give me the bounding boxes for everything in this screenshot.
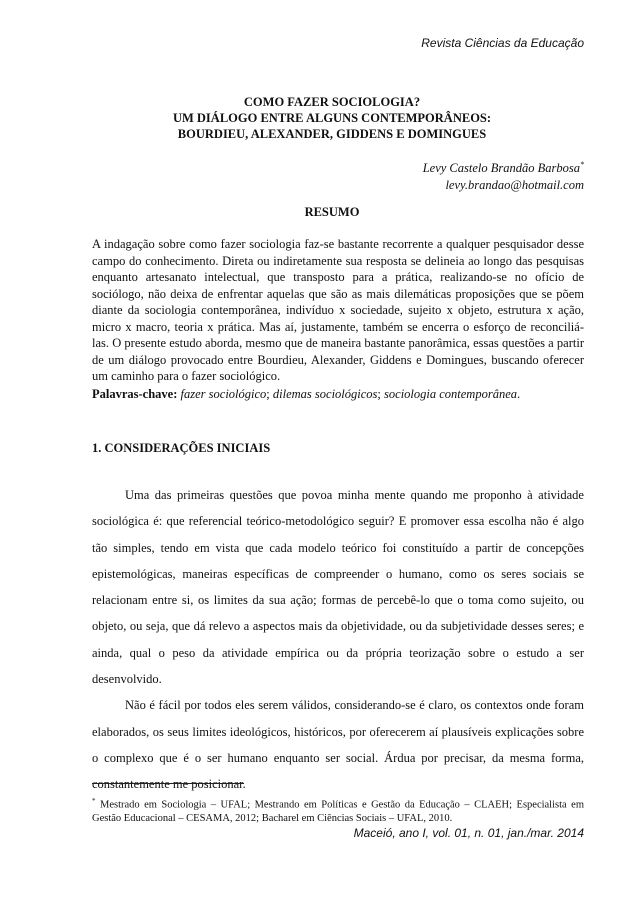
article-title bbox=[92, 94, 572, 142]
keyword-2: dilemas sociológicos bbox=[272, 387, 378, 401]
body-paragraph-1: Uma das primeiras questões que povoa minha mente quando me proponho à atividade sociológica é: que referencial teórico-metodológico seguir? E promover essa escolha não é algo tão simples, tendo em vista que cada modelo teórico foi constituído a partir de concepções epistemológicas, maneiras específicas de compreender o humano, como os seres sociais se relacionam entre si, os limites da sua ação; formas de percebê-lo que o toma como sujeito, ou objeto, ou seja, que dá relevo a aspectos mais da objetividade, ou da subjetividade desses seres; e ainda, qual o peso da atividade empírica ou da própria teorização sobre o estudo a ser desenvolvido. bbox=[92, 488, 584, 687]
title-line-1: COMO FAZER SOCIOLOGIA? bbox=[243, 95, 421, 109]
abstract-heading: RESUMO bbox=[304, 205, 360, 219]
keyword-1: fazer sociológico bbox=[180, 387, 267, 401]
title-line-3: BOURDIEU, ALEXANDER, GIDDENS E DOMINGUES bbox=[177, 127, 487, 141]
section-heading: 1. CONSIDERAÇÕES INICIAIS bbox=[92, 441, 271, 455]
footnote-divider bbox=[92, 783, 244, 784]
author-name: Levy Castelo Brandão Barbosa bbox=[422, 161, 580, 176]
keyword-3: sociologia contemporânea bbox=[384, 387, 517, 401]
footnote bbox=[92, 795, 584, 826]
footnote-text: Mestrado em Sociologia – UFAL; Mestrando em Políticas e Gestão da Educação – CLAEH; Especialista em Gestão Educacional – CESAMA, 2012; Bacharel em Ciências Sociais – UFAL, 2010. bbox=[92, 799, 584, 824]
title-line-2: UM DIÁLOGO ENTRE ALGUNS CONTEMPORÂNEOS: bbox=[172, 111, 492, 125]
author-email: levy.brandao@hotmail.com bbox=[445, 178, 584, 193]
author-name-line bbox=[423, 156, 584, 177]
keyword-separator-1: ; bbox=[266, 387, 270, 401]
keyword-separator-2: ; bbox=[377, 387, 381, 401]
abstract-text: A indagação sobre como fazer sociologia faz-se bastante recorrente a qualquer pesquisador desse campo do conhecimento. Direta ou indiretamente sua resposta se delineia ao longo das pesquisas enquanto artesanato intelectual, que transposto para a prática, realizando-se no ofício de sociólogo, não deixa de enfrentar aquelas que são as mais dilemáticas proposições que se põem diante da sociologia contemporânea, indivíduo x sociedade, sujeito x objeto, estrutura x ação, micro x macro, teoria x prática. Mas aí, justamente, também se encerra o esforço de reconciliá-las. O presente estudo aborda, mesmo que de maneira bastante panorâmica, essas questões a partir de um diálogo provocado entre Bourdieu, Alexander, Giddens e Domingues, buscando oferecer um caminho para o fazer sociológico. bbox=[92, 237, 584, 383]
keywords bbox=[92, 387, 584, 402]
footnote-mark: * bbox=[92, 797, 96, 805]
keywords-end: . bbox=[517, 387, 521, 401]
body-paragraph-2: Não é fácil por todos eles serem válidos, considerando-se é claro, os contextos onde foram elaborados, os seus limites ideológicos, históricos, por oferecerem aí plausíveis explicações sobre o complexo que é o ser humano enquanto ser social. Árdua por precisar, da mesma forma, constantemente me posicionar. bbox=[92, 698, 584, 792]
running-footer: Maceió, ano I, vol. 01, n. 01, jan./mar. 2014 bbox=[353, 826, 584, 840]
keywords-label: Palavras-chave: bbox=[92, 387, 178, 401]
running-header: Revista Ciências da Educação bbox=[421, 36, 584, 50]
author-footnote-mark: * bbox=[580, 160, 584, 169]
section-body bbox=[92, 482, 584, 798]
author-block bbox=[423, 156, 584, 194]
